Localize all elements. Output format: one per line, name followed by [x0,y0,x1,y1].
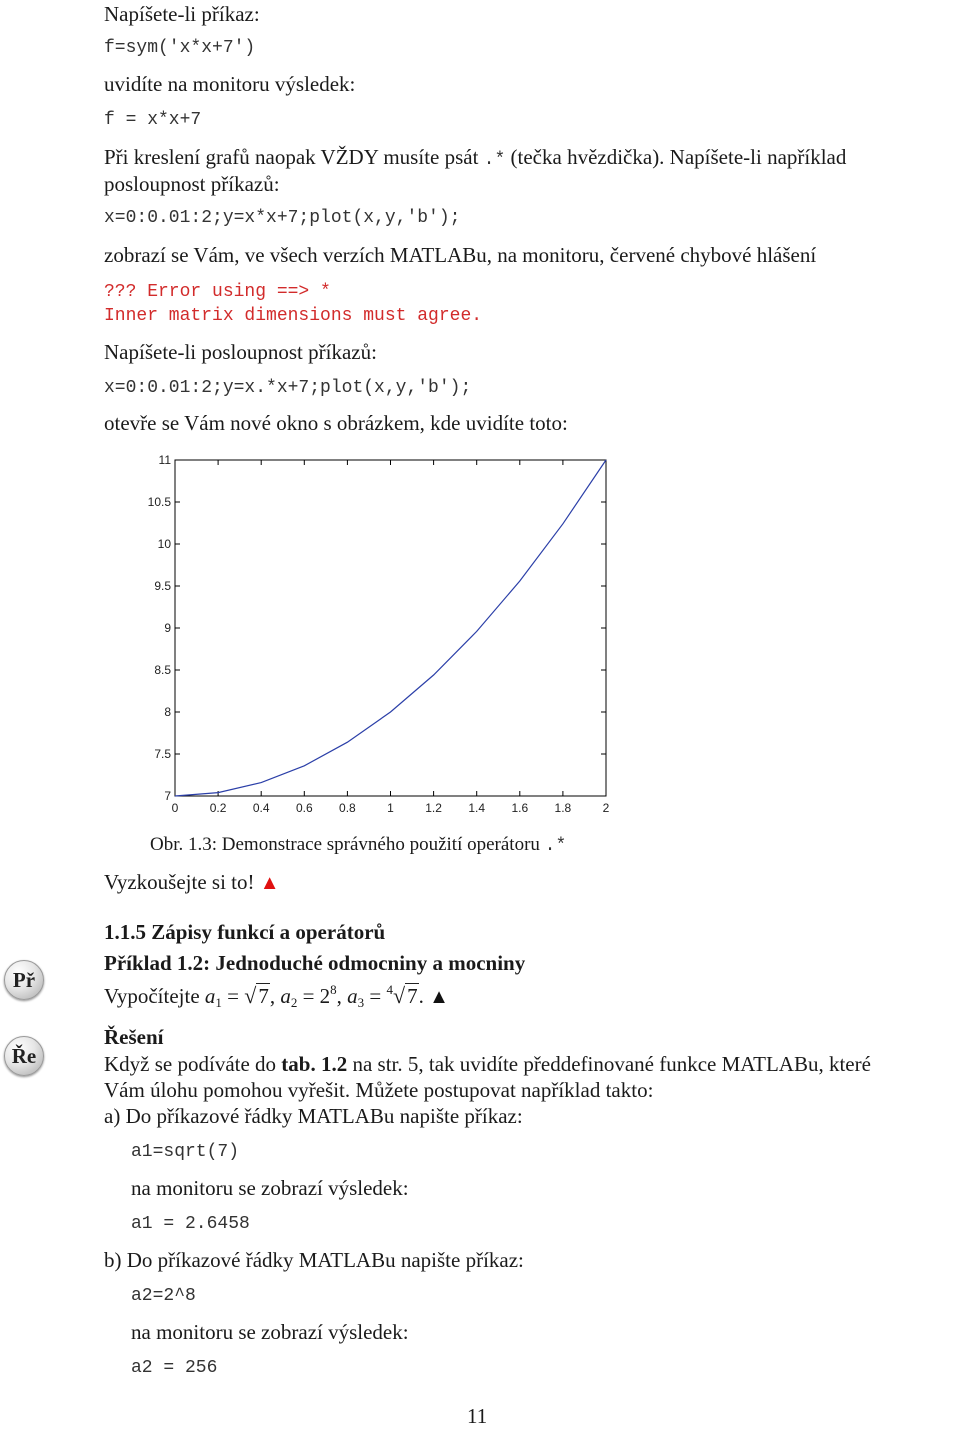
paragraph: otevře se Vám nové okno s obrázkem, kde uvidíte toto: [104,411,568,435]
x-tick-label: 0 [171,801,179,815]
try-it-line [104,870,280,895]
y-tick-label: 7 [164,789,171,803]
error-message: ??? Error using ==> * [104,282,331,302]
exponent: 8 [330,982,337,997]
caption-operator: .* [544,836,567,856]
sqrt-icon: √ [244,983,257,1008]
root-index: 4 [386,982,393,997]
x-tick-label: 1.2 [425,801,442,815]
base: 2 [319,984,331,1008]
x-tick-label: 2 [602,801,610,815]
paragraph: na monitoru se zobrazí výsledek: [131,1320,409,1344]
x-tick-label: 0.6 [295,801,313,815]
y-tick-label: 11 [158,453,171,467]
x-tick-label: 0.2 [209,801,227,815]
y-tick-label: 7.5 [154,747,171,761]
code-line: f = x*x+7 [104,110,202,130]
code-line: f=sym('x*x+7') [104,38,256,58]
parabola-plot [134,450,624,822]
text: Když se podíváte do [104,1052,282,1076]
radicand: 7 [407,984,418,1008]
y-tick-label: 10 [157,537,171,551]
section-heading: 1.1.5 Zápisy funkcí a operátorů [104,920,386,944]
y-tick-label: 8.5 [154,663,171,677]
code-line: x=0:0.01:2;y=x.*x+7;plot(x,y,'b'); [104,378,472,398]
black-triangle-icon: ▲ [429,986,449,1008]
subscript: 3 [357,995,365,1010]
plot-area [175,460,606,796]
operator-code: .* [483,150,506,170]
x-tick-label: 0.8 [339,801,356,815]
solution-badge-icon: Ře [4,1036,44,1076]
paragraph-plotting [104,145,960,170]
paragraph [104,1052,871,1077]
paragraph: na monitoru se zobrazí výsledek: [131,1176,409,1200]
comma: , [269,984,281,1008]
table-reference: tab. 1.2 [281,1052,348,1076]
paragraph: Napíšete-li příkaz: [104,2,260,26]
code-output: a2 = 256 [131,1358,218,1378]
var-a: a [204,984,216,1008]
y-tick-label: 9.5 [154,579,171,593]
equals: = [364,984,387,1008]
list-item-a: a) Do příkazové řádky MATLABu napište příkaz: [104,1104,523,1128]
caption-text: Obr. 1.3: Demonstrace správného použití operátoru [150,834,545,855]
error-message: Inner matrix dimensions must agree. [104,306,483,326]
root-icon: √ [393,983,406,1008]
y-tick-label: 8 [164,705,171,719]
y-tick-label: 9 [164,621,171,635]
paragraph: posloupnost příkazů: [104,172,280,196]
x-tick-label: 1 [387,801,394,815]
x-tick-label: 0.4 [252,801,270,815]
figure-caption [150,834,566,856]
y-tick-label: 10.5 [147,495,171,509]
var-a: a [280,984,291,1008]
text: (tečka hvězdička). Napíšete-li například [505,145,847,169]
code-line: a2=2^8 [131,1286,196,1306]
subscript: 2 [290,995,298,1010]
example-title: Příklad 1.2: Jednoduché odmocniny a mocniny [104,951,526,975]
list-item-b: b) Do příkazové řádky MATLABu napište příkaz: [104,1248,524,1272]
paragraph: Vám úlohu pomohou vyřešit. Můžete postupovat například takto: [104,1078,654,1102]
x-tick-label: 1.8 [554,801,572,815]
red-triangle-icon: ▲ [259,872,280,894]
paragraph: uvidíte na monitoru výsledek: [104,72,356,96]
subscript: 1 [215,995,222,1010]
page-number: 11 [467,1404,488,1428]
solution-heading: Řešení [104,1025,164,1049]
example-formula [104,982,449,1011]
period: . [418,984,430,1008]
paragraph: Napíšete-li posloupnost příkazů: [104,340,377,364]
equals: = [297,984,320,1008]
comma: , [336,984,348,1008]
code-line: x=0:0.01:2;y=x*x+7;plot(x,y,'b'); [104,208,461,228]
equals: = [221,984,245,1008]
var-a: a [347,984,358,1008]
radicand: 7 [258,984,269,1008]
paragraph: zobrazí se Vám, ve všech verzích MATLABu, na monitoru, červené chybové hlášení [104,243,817,267]
code-output: a1 = 2.6458 [131,1214,250,1234]
x-tick-label: 1.4 [468,801,486,815]
code-line: a1=sqrt(7) [131,1142,240,1162]
compute-text: Vypočítejte [104,984,205,1008]
example-badge-icon: Př [4,960,44,1000]
x-tick-label: 1.6 [511,801,529,815]
text: Při kreslení grafů naopak VŽDY musíte psát [104,145,484,169]
text: na str. 5, tak uvidíte předdefinované funkce MATLABu, které [347,1052,871,1076]
try-text: Vyzkoušejte si to! [104,870,260,894]
